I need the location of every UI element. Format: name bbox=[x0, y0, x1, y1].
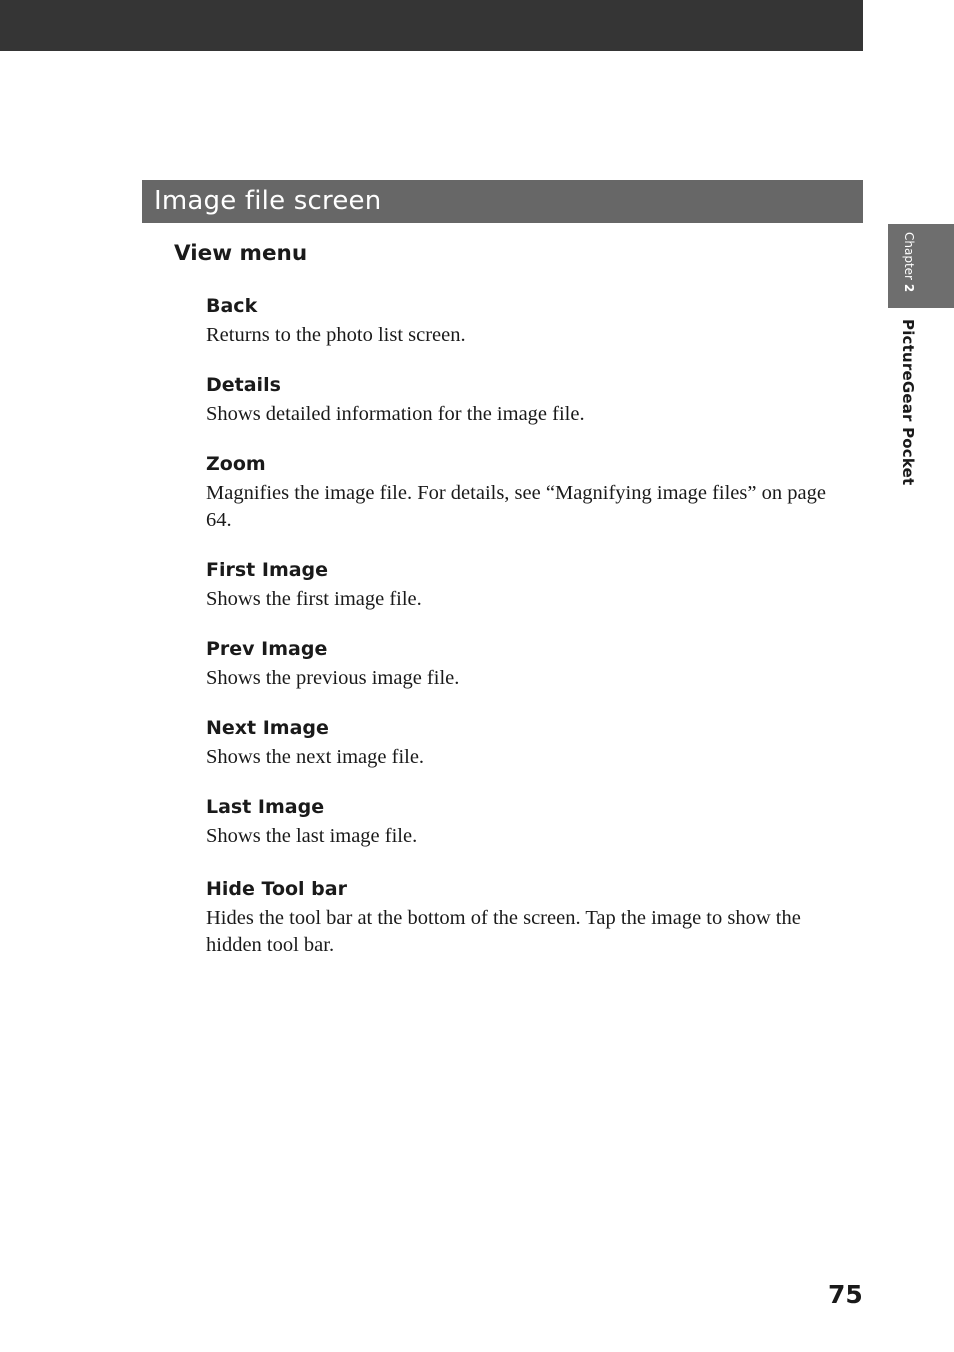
menu-item-description: Returns to the photo list screen. bbox=[206, 324, 466, 346]
menu-item-first-image bbox=[206, 556, 838, 635]
chapter-label bbox=[902, 232, 916, 292]
section-banner bbox=[142, 180, 863, 223]
top-bar bbox=[0, 0, 863, 51]
subsection-title: View menu bbox=[174, 241, 308, 266]
menu-item-details bbox=[206, 371, 838, 450]
menu-item-description: Shows detailed information for the image file. bbox=[206, 403, 585, 425]
menu-item-description: Magnifies the image file. For details, see “Magnifying image files” on page 64. bbox=[206, 482, 826, 531]
menu-item-zoom bbox=[206, 450, 838, 556]
menu-item-hide-tool-bar bbox=[206, 875, 838, 959]
menu-item-title: Zoom bbox=[206, 453, 266, 475]
menu-item-description: Hides the tool bar at the bottom of the screen. Tap the image to show the hidden tool bar. bbox=[206, 907, 801, 956]
section-title: Image file screen bbox=[154, 185, 382, 216]
chapter-tab bbox=[888, 224, 954, 308]
menu-item-description: Shows the first image file. bbox=[206, 588, 422, 610]
menu-item-title: Prev Image bbox=[206, 638, 328, 660]
menu-item-description: Shows the next image file. bbox=[206, 746, 425, 768]
menu-item-title: Hide Tool bar bbox=[206, 878, 347, 900]
menu-item-list bbox=[206, 292, 838, 959]
menu-item-description: Shows the last image file. bbox=[206, 825, 418, 847]
menu-item-title: First Image bbox=[206, 559, 329, 581]
menu-item-last-image bbox=[206, 793, 838, 875]
menu-item-back bbox=[206, 292, 838, 371]
menu-item-title: Back bbox=[206, 295, 258, 317]
chapter-word: Chapter bbox=[902, 232, 916, 280]
menu-item-title: Last Image bbox=[206, 796, 325, 818]
menu-item-prev-image bbox=[206, 635, 838, 714]
menu-item-title: Next Image bbox=[206, 717, 329, 739]
chapter-name: PictureGear Pocket bbox=[899, 319, 917, 486]
menu-item-title: Details bbox=[206, 374, 281, 396]
page-number: 75 bbox=[828, 1280, 863, 1309]
chapter-number: 2 bbox=[902, 283, 916, 293]
menu-item-next-image bbox=[206, 714, 838, 793]
menu-item-description: Shows the previous image file. bbox=[206, 667, 460, 689]
